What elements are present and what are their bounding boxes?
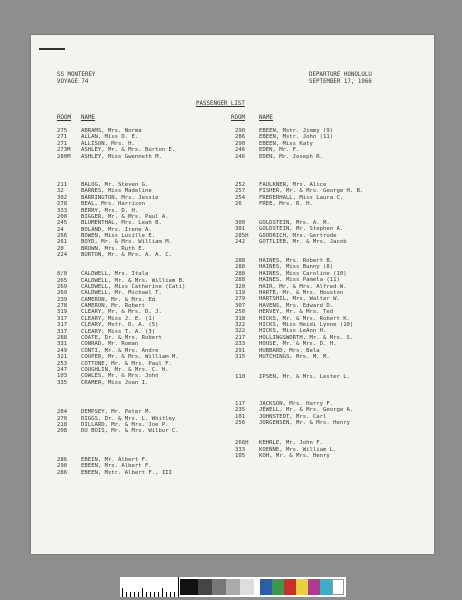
passenger-name: CALDWELL, Mr. Michael T.	[81, 290, 162, 297]
passenger-row	[235, 453, 425, 459]
ruler-tick	[122, 588, 123, 597]
room-number: 288	[57, 335, 68, 342]
swatch-light-gray	[226, 579, 240, 595]
room-number: 32	[57, 188, 64, 195]
passenger-name: BERRY, Mrs. D. H.	[81, 207, 139, 214]
room-number: 266H	[235, 440, 249, 447]
ruler-tick	[170, 592, 171, 597]
group-gap	[57, 386, 227, 409]
room-number: 250	[235, 309, 246, 316]
right-name-header: NAME	[259, 115, 273, 121]
passenger-name: DEMPSEY, Mr. Peter M.	[81, 409, 152, 416]
room-number: 290	[235, 140, 246, 147]
room-number: 261	[57, 239, 68, 246]
group-gap	[235, 360, 425, 374]
passenger-name: ASHLEY, Mr. & Mrs. Burton E.	[81, 147, 176, 154]
passenger-row	[57, 428, 227, 434]
passenger-name: FISHER, Mr. & Mrs. George H. B.	[259, 188, 364, 195]
room-number: 318	[235, 315, 246, 322]
group-gap	[235, 246, 425, 259]
passenger-name: HERVEY, Mr. & Mrs. Ted	[259, 309, 334, 316]
passenger-name: IPSEN, Mr. & Mrs. Lester L.	[259, 374, 350, 381]
room-number: 257	[235, 188, 246, 195]
ruler	[120, 577, 179, 597]
passenger-name: HOUSE, Mr. & Mrs. D. H.	[259, 341, 337, 348]
swatch-blue	[260, 579, 272, 595]
passenger-name: HAINES, Miss Caroline (10)	[259, 270, 347, 277]
passenger-name: GOODRICH, Mrs. Gertrude	[259, 232, 337, 239]
passenger-row	[235, 154, 425, 160]
passenger-name: CRAMER, Miss Joan I.	[81, 379, 149, 386]
ruler-tick	[126, 592, 127, 597]
room-number: 24	[57, 226, 64, 233]
group-gap	[235, 381, 425, 401]
swatch-green	[272, 579, 284, 595]
room-number: 273M	[57, 147, 71, 154]
departure-date: SEPTEMBER 17, 1966	[309, 79, 372, 85]
passenger-name: BURTON, Mr. & Mrs. A. A. C.	[81, 252, 172, 259]
passenger-name: CAMERON, Mr. & Mrs. Ed	[81, 296, 156, 303]
ruler-tick	[146, 592, 147, 597]
passenger-name: HICKS, Miss LeAnn H.	[259, 328, 327, 335]
room-number: 284	[57, 409, 68, 416]
room-number: 110	[235, 374, 246, 381]
passenger-name: DILLARD, Mr. & Mrs. Joe P.	[81, 421, 169, 428]
room-number: 321	[57, 354, 68, 361]
passenger-name: EBEIN, Mr. Albert F.	[81, 456, 149, 463]
passenger-name: KEHRLE, Mr. John F.	[259, 440, 323, 447]
passenger-name: BIGGER, Mr. & Mrs. Paul A.	[81, 213, 169, 220]
passenger-name: HAINES, Mrs. Robert B.	[259, 258, 334, 265]
room-number: 317	[57, 328, 68, 335]
document-page	[31, 35, 434, 554]
left-passenger-column	[57, 128, 227, 476]
room-number: 218	[57, 421, 68, 428]
passenger-name: HAIR, Mr. & Mrs. Alfred W.	[259, 283, 347, 290]
passenger-name: CONTI, Mr. & Mrs. Andre	[81, 347, 159, 354]
room-number: 266	[57, 233, 68, 240]
swatch-cyan	[320, 579, 332, 595]
passenger-name: COTTONE, Mr. & Mrs. Paul F.	[81, 360, 172, 367]
room-number: 271	[57, 140, 68, 147]
passenger-name: FREE, Mrs. R. H.	[259, 201, 313, 208]
passenger-name: EBEEN, Miss Katy	[259, 140, 313, 147]
room-number: 235	[235, 407, 246, 414]
passenger-name: BOWEN, Miss Lucille E.	[81, 233, 156, 240]
room-number: 300	[235, 220, 246, 227]
passenger-name: EBEEN, Mstr. John (11)	[259, 134, 334, 141]
passenger-name: COOPER, Mr. & Mrs. William M.	[81, 354, 179, 361]
passenger-name: CONRAD, Mr. Roman	[81, 341, 139, 348]
passenger-name: JEWELL, Mr. & Mrs. George A.	[259, 407, 354, 414]
departure-port: DEPARTURE HONOLULU	[309, 72, 372, 78]
room-number: 26	[235, 201, 242, 208]
room-number: 322	[235, 321, 246, 328]
room-number: 335	[57, 379, 68, 386]
ruler-tick	[162, 588, 163, 597]
page-mark	[39, 48, 65, 50]
room-number: 200	[57, 213, 68, 220]
ruler-tick	[158, 592, 159, 597]
passenger-name: GOLDSTEIN, Mrs. A. M.	[259, 220, 330, 227]
passenger-name: DIGGS, Dr. & Mrs. L. Whitley	[81, 415, 176, 422]
room-number: 333	[57, 207, 68, 214]
passenger-name: HAINES, Miss Pamela (11)	[259, 277, 340, 284]
room-number: 265	[57, 277, 68, 284]
room-number: 208	[57, 428, 68, 435]
passenger-name: CLEARY, Miss T. A. (3)	[81, 328, 156, 335]
ruler-tick	[178, 592, 179, 597]
passenger-name: EBEEN, Mstr. Jimmy (9)	[259, 128, 334, 134]
passenger-name: HICKS, Mr. & Mrs. Robert K.	[259, 315, 350, 322]
room-number: 280M	[57, 153, 71, 160]
color-scale-bar	[120, 577, 346, 597]
passenger-name: ALLISON, Mrs. H.	[81, 140, 135, 147]
passenger-name: HAVENS, Mrs. Edward D.	[259, 302, 334, 309]
passenger-name: CAMERON, Mr. Robert	[81, 303, 145, 310]
room-number: 278	[57, 303, 68, 310]
passenger-name: BROWN, Mrs. Ruth E.	[81, 245, 145, 252]
voyage-number: VOYAGE 74	[57, 79, 89, 85]
passenger-name: HARTE, Mr. & Mrs. Houston	[259, 290, 344, 297]
room-number: 302	[57, 194, 68, 201]
passenger-name: BALOG, Mr. Steven G.	[81, 181, 149, 188]
passenger-name: COWLES, Mr. & Mrs. John	[81, 373, 159, 380]
passenger-row	[235, 420, 425, 426]
room-number: 254	[235, 194, 246, 201]
group-gap	[235, 426, 425, 440]
room-number: 245	[57, 220, 68, 227]
room-number: 247	[57, 367, 68, 373]
passenger-name: EBEEN, Mstr. Albert F., III	[81, 469, 172, 476]
room-number: 288	[235, 264, 246, 271]
passenger-name: CALDWELL, Miss Catherine (Cati)	[81, 283, 186, 290]
room-number: 286	[57, 469, 68, 476]
passenger-row	[235, 239, 425, 245]
passenger-row	[235, 374, 425, 380]
ruler-tick	[150, 592, 151, 597]
passenger-name: BARNES, Miss Madeline	[81, 188, 152, 195]
room-number: 119	[235, 290, 246, 297]
room-number: 278	[57, 201, 68, 208]
room-number: 288	[235, 277, 246, 284]
passenger-row	[235, 201, 425, 207]
room-number: 317	[57, 322, 68, 329]
room-number: 117	[235, 400, 246, 407]
passenger-row	[57, 252, 227, 258]
room-number: 291	[235, 347, 246, 354]
passenger-name: JORGENSEN, Mr. & Mrs. Henry	[259, 419, 350, 426]
group-gap	[235, 160, 425, 182]
passenger-name: CLEARY, Miss J. E. (1)	[81, 315, 156, 322]
room-number: 288	[235, 270, 246, 277]
passenger-name: GOTTLIEB, Mr. & Mrs. Jacob	[259, 239, 347, 246]
room-number: 286	[57, 456, 68, 463]
passenger-name: FAULKNER, Mrs. Alice	[259, 181, 327, 188]
room-number: 271	[57, 134, 68, 141]
passenger-name: CLEARY, Mstr. D. A. (5)	[81, 322, 159, 329]
room-number: 20	[57, 245, 64, 252]
room-number: 290	[235, 128, 246, 134]
room-number: 8/0	[57, 271, 68, 278]
swatch-dark-gray	[198, 579, 212, 595]
right-passenger-column	[235, 128, 425, 459]
room-number: 307	[235, 302, 246, 309]
passenger-name: JOHNSTEDT, Mrs. Carl	[259, 413, 327, 420]
passenger-name: HOLLINGSWORTH, Mr. & Mrs. S.	[259, 334, 354, 341]
passenger-name: BARRINGTON, Mrs. Jessie	[81, 194, 159, 201]
room-number: 211	[57, 181, 68, 188]
left-room-header: ROOM	[57, 115, 71, 121]
room-number: 319	[57, 309, 68, 316]
room-number: 333	[235, 446, 246, 453]
passenger-row	[57, 380, 227, 386]
passenger-name: HICKS, Miss Heidi Lynne (10)	[259, 321, 354, 328]
room-number: 317	[57, 315, 68, 322]
page-title: PASSENGER LIST	[196, 101, 245, 107]
passenger-row	[57, 154, 227, 160]
passenger-name: HUBBARD, Mrs. Bela	[259, 347, 320, 354]
passenger-name: KOENNE, Mrs. William L.	[259, 446, 337, 453]
passenger-name: HUTCHINGS, Mrs. M. M.	[259, 353, 330, 360]
ruler-tick	[142, 588, 143, 597]
room-number: 285H	[235, 232, 249, 239]
passenger-name: EDEN, Mr. F.	[259, 147, 300, 154]
ruler-tick	[130, 592, 131, 597]
group-gap	[57, 160, 227, 182]
room-number: 320	[235, 283, 246, 290]
swatch-black	[180, 579, 198, 595]
room-number: 252	[235, 181, 246, 188]
passenger-name: EDEN, Mr. Joseph R.	[259, 153, 323, 160]
room-number: 101	[235, 413, 246, 420]
room-number: 233	[235, 341, 246, 348]
swatch-pale-gray	[240, 579, 254, 595]
ship-name: SS MONTEREY	[57, 72, 96, 78]
room-number: 246	[235, 153, 246, 160]
passenger-row	[235, 354, 425, 360]
passenger-name: EBEEN, Mrs. Albert F.	[81, 463, 152, 470]
group-gap	[235, 208, 425, 221]
ruler-tick	[138, 592, 139, 597]
swatch-red	[284, 579, 296, 595]
ruler-tick	[166, 592, 167, 597]
passenger-name: BLUMENTHAL, Mrs. Leah B.	[81, 220, 162, 227]
room-number: 256	[235, 419, 246, 426]
passenger-name: KOH, Mr. & Mrs. Henry	[259, 453, 330, 460]
room-number: 286	[235, 134, 246, 141]
room-number: 288	[235, 258, 246, 265]
passenger-name: BEAL, Mrs. Harrison	[81, 201, 145, 208]
room-number: 105	[235, 453, 246, 460]
passenger-row	[57, 470, 227, 476]
ruler-tick	[134, 592, 135, 597]
ruler-tick	[154, 592, 155, 597]
room-number: 315	[235, 353, 246, 360]
room-number: 269	[57, 290, 68, 297]
passenger-name: HARTSHIL, Mrs. Walter W.	[259, 296, 340, 303]
right-room-header: ROOM	[231, 115, 245, 121]
room-number: 246	[235, 147, 246, 154]
passenger-name: COUGHLIN, Mr. & Mrs. C. H.	[81, 367, 169, 373]
room-number: 103	[57, 373, 68, 380]
passenger-name: BOLAND, Mrs. Irene A.	[81, 226, 152, 233]
room-number: 290	[57, 463, 68, 470]
room-number: 242	[235, 239, 246, 246]
passenger-name: BOYD, Mr. & Mrs. William M.	[81, 239, 172, 246]
swatch-magenta	[308, 579, 320, 595]
passenger-name: CALDWELL, Mrs. Itala	[81, 271, 149, 278]
swatch-gray	[212, 579, 226, 595]
group-gap	[57, 259, 227, 272]
room-number: 275	[57, 128, 68, 134]
room-number: 279	[235, 296, 246, 303]
room-number: 253	[57, 360, 68, 367]
passenger-name: COATE, Dr. & Mrs. Robert	[81, 335, 162, 342]
passenger-name: ASHLEY, Miss Gwenneth M.	[81, 153, 162, 160]
passenger-name: ALLAN, Miss D. E.	[81, 134, 139, 141]
ruler-tick	[174, 592, 175, 597]
passenger-name: FREDERHALL, Miss Laura C.	[259, 194, 344, 201]
room-number: 331	[57, 341, 68, 348]
swatch-yellow	[296, 579, 308, 595]
room-number: 322	[235, 328, 246, 335]
room-number: 224	[57, 252, 68, 259]
passenger-name: ABRAMS, Mrs. Norma	[81, 128, 142, 134]
passenger-name: DU BOIS, Mr. & Mrs. Wilbur C.	[81, 428, 179, 435]
room-number: 217	[235, 334, 246, 341]
room-number: 269	[57, 283, 68, 290]
passenger-name: GOLDSTEIN, Mr. Stephen A.	[259, 226, 344, 233]
passenger-name: CLEARY, Mr. & Mrs. D. J.	[81, 309, 162, 316]
passenger-name: JACKSON, Mrs. Harry F.	[259, 400, 334, 407]
room-number: 270	[57, 415, 68, 422]
room-number: 249	[57, 347, 68, 354]
passenger-name: HAINES, Miss Bunny (8)	[259, 264, 334, 271]
group-gap	[57, 435, 227, 457]
left-name-header: NAME	[81, 115, 95, 121]
room-number: 301	[235, 226, 246, 233]
swatch-white	[332, 579, 344, 595]
room-number: 239	[57, 296, 68, 303]
passenger-name: CALDWELL, Mr. & Mrs. William B.	[81, 277, 186, 284]
